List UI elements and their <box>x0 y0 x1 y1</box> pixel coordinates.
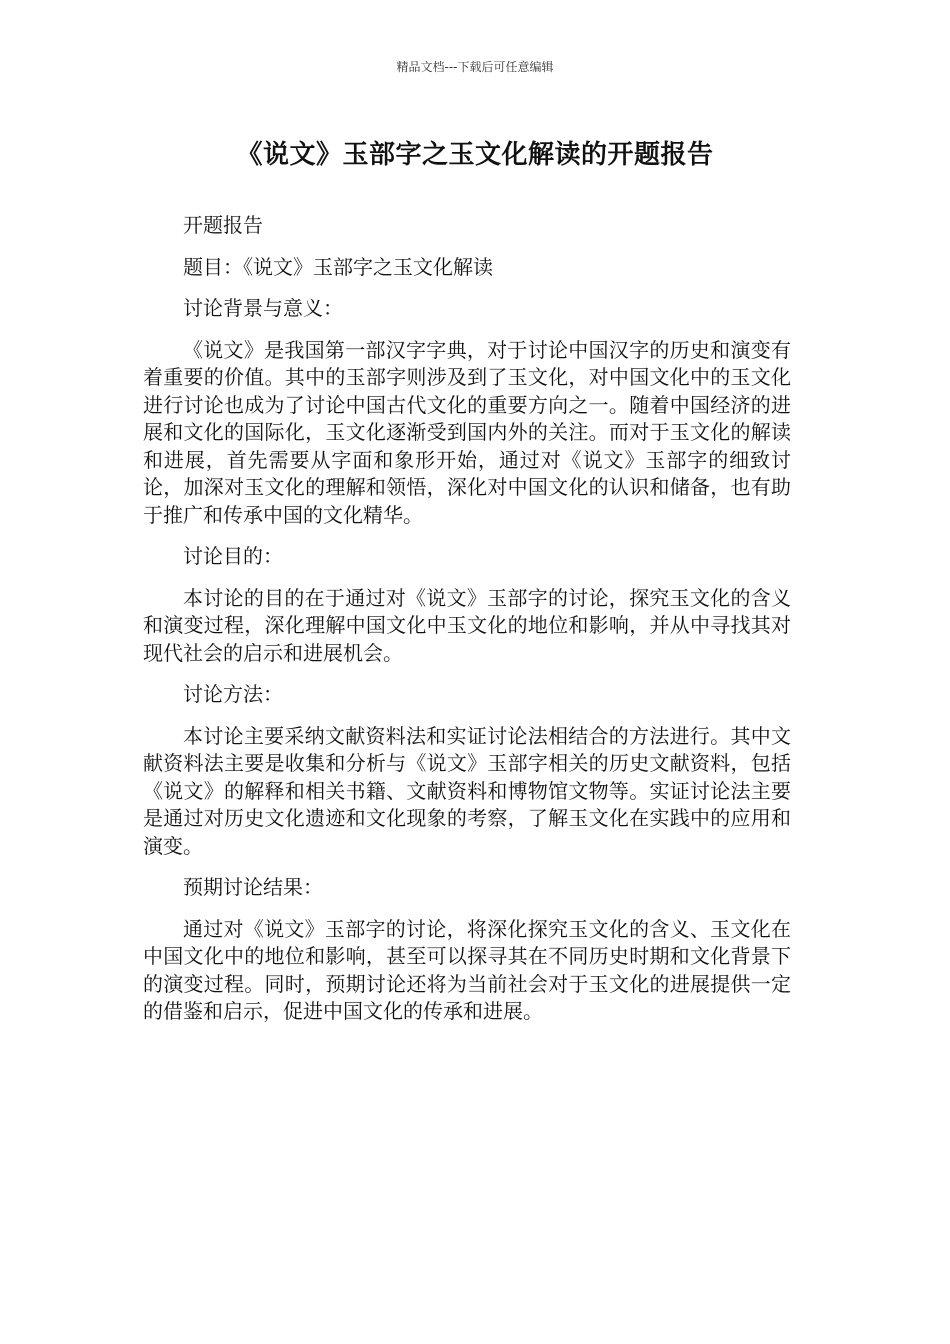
document-title: 《说文》玉部字之玉文化解读的开题报告 <box>236 140 714 170</box>
paragraph-purpose: 本讨论的目的在于通过对《说文》玉部字的讨论，探究玉文化的含义和演变过程，深化理解中国文化中玉文化的地位和影响，并从中寻找其对现代社会的启示和进展机会。 <box>143 585 791 665</box>
section-heading-expected-results: 预期讨论结果： <box>183 875 323 899</box>
paragraph-method: 本讨论主要采纳文献资料法和实证讨论法相结合的方法进行。其中文献资料法主要是收集和分析与《说文》玉部字相关的历史文献资料，包括《说文》的解释和相关书籍、文献资料和博物馆文物等。实证讨论法主要是通过对历史文化遗迹和文化现象的考察，了解玉文化在实践中的应用和演变。 <box>143 723 791 858</box>
document-body <box>143 212 791 1040</box>
report-label: 开题报告 <box>183 213 263 237</box>
section-heading-background: 讨论背景与意义： <box>183 296 343 320</box>
section-heading-method: 讨论方法： <box>183 682 283 706</box>
paragraph-background: 《说文》是我国第一部汉字字典，对于讨论中国汉字的历史和演变有着重要的价值。其中的玉部字则涉及到了玉文化，对中国文化中的玉文化进行讨论也成为了讨论中国古代文化的重要方向之一。随着中国经济的进展和文化的国际化，玉文化逐渐受到国内外的关注。而对于玉文化的解读和进展，首先需要从字面和象形开始，通过对《说文》玉部字的细致讨论，加深对玉文化的理解和领悟，深化对中国文化的认识和储备，也有助于推广和传承中国的文化精华。 <box>143 337 791 527</box>
header-note: 精品文档---下载后可任意编辑 <box>396 60 554 74</box>
paragraph-expected-results: 通过对《说文》玉部字的讨论，将深化探究玉文化的含义、玉文化在中国文化中的地位和影响，甚至可以探寻其在不同历史时期和文化背景下的演变过程。同时，预期讨论还将为当前社会对于玉文化的进展提供一定的借鉴和启示，促进中国文化的传承和进展。 <box>143 916 791 1023</box>
section-heading-purpose: 讨论目的： <box>183 544 283 568</box>
topic-line: 题目：《说文》玉部字之玉文化解读 <box>183 254 493 279</box>
